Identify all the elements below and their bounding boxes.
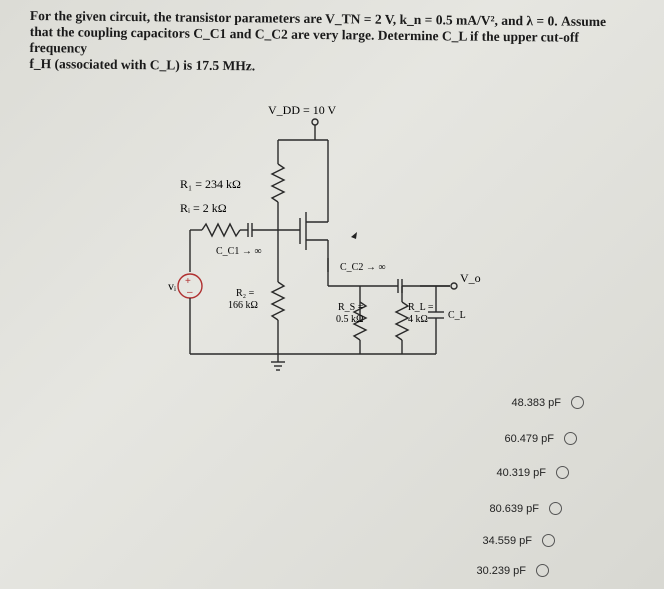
rs-label-a: R_S =	[338, 302, 364, 313]
choice-6[interactable]	[476, 564, 549, 577]
radio-button[interactable]	[564, 432, 577, 445]
radio-button[interactable]	[542, 534, 555, 547]
vdd-label: V_DD = 10 V	[268, 103, 337, 117]
rl-label-a: R_L =	[408, 302, 434, 313]
radio-button[interactable]	[549, 502, 562, 515]
radio-button[interactable]	[556, 466, 569, 479]
radio-button[interactable]	[571, 396, 584, 409]
choice-4[interactable]	[489, 502, 562, 515]
cursor-icon	[351, 232, 357, 239]
choice-2[interactable]	[504, 432, 577, 445]
question-line-1: For the given circuit, the transistor parameters are V_TN = 2 V, k_n = 0.5 mA/V², and λ = 0. Assume	[29, 8, 607, 30]
cc2-label: C_C2 → ∞	[340, 262, 386, 273]
question-text	[29, 8, 640, 78]
question-line-3: f_H (associated with C_L) is 17.5 MHz.	[29, 55, 256, 74]
svg-text:+: +	[185, 276, 191, 287]
r2-label-b: 166 kΩ	[228, 300, 258, 311]
radio-button[interactable]	[536, 564, 549, 577]
cc1-label: C_C1 → ∞	[216, 246, 262, 257]
vo-label: V_o	[460, 271, 481, 285]
r2-label-a: R₂ =	[236, 288, 255, 299]
choice-label: 30.239 pF	[476, 564, 526, 577]
choice-label: 40.319 pF	[496, 466, 546, 479]
rs-label-b: 0.5 kΩ	[336, 314, 364, 325]
choice-5[interactable]	[482, 534, 555, 547]
cl-label: C_L	[448, 310, 466, 321]
choice-label: 34.559 pF	[482, 534, 532, 547]
r1-label: R₁ = 234 kΩ	[180, 177, 241, 191]
rl-label-b: 4 kΩ	[408, 314, 428, 325]
ri-label: Rᵢ = 2 kΩ	[180, 201, 227, 215]
choice-3[interactable]	[496, 466, 569, 479]
choice-label: 48.383 pF	[511, 396, 561, 409]
choice-label: 60.479 pF	[504, 432, 554, 445]
choice-label: 80.639 pF	[489, 502, 539, 515]
question-line-2: that the coupling capacitors C_C1 and C_C2 are very large. Determine C_L if the upper cut-off frequency	[29, 23, 579, 56]
svg-text:–: –	[187, 287, 193, 298]
vi-label: vᵢ	[168, 279, 176, 293]
choice-1[interactable]	[511, 396, 584, 409]
circuit-diagram	[150, 92, 490, 382]
